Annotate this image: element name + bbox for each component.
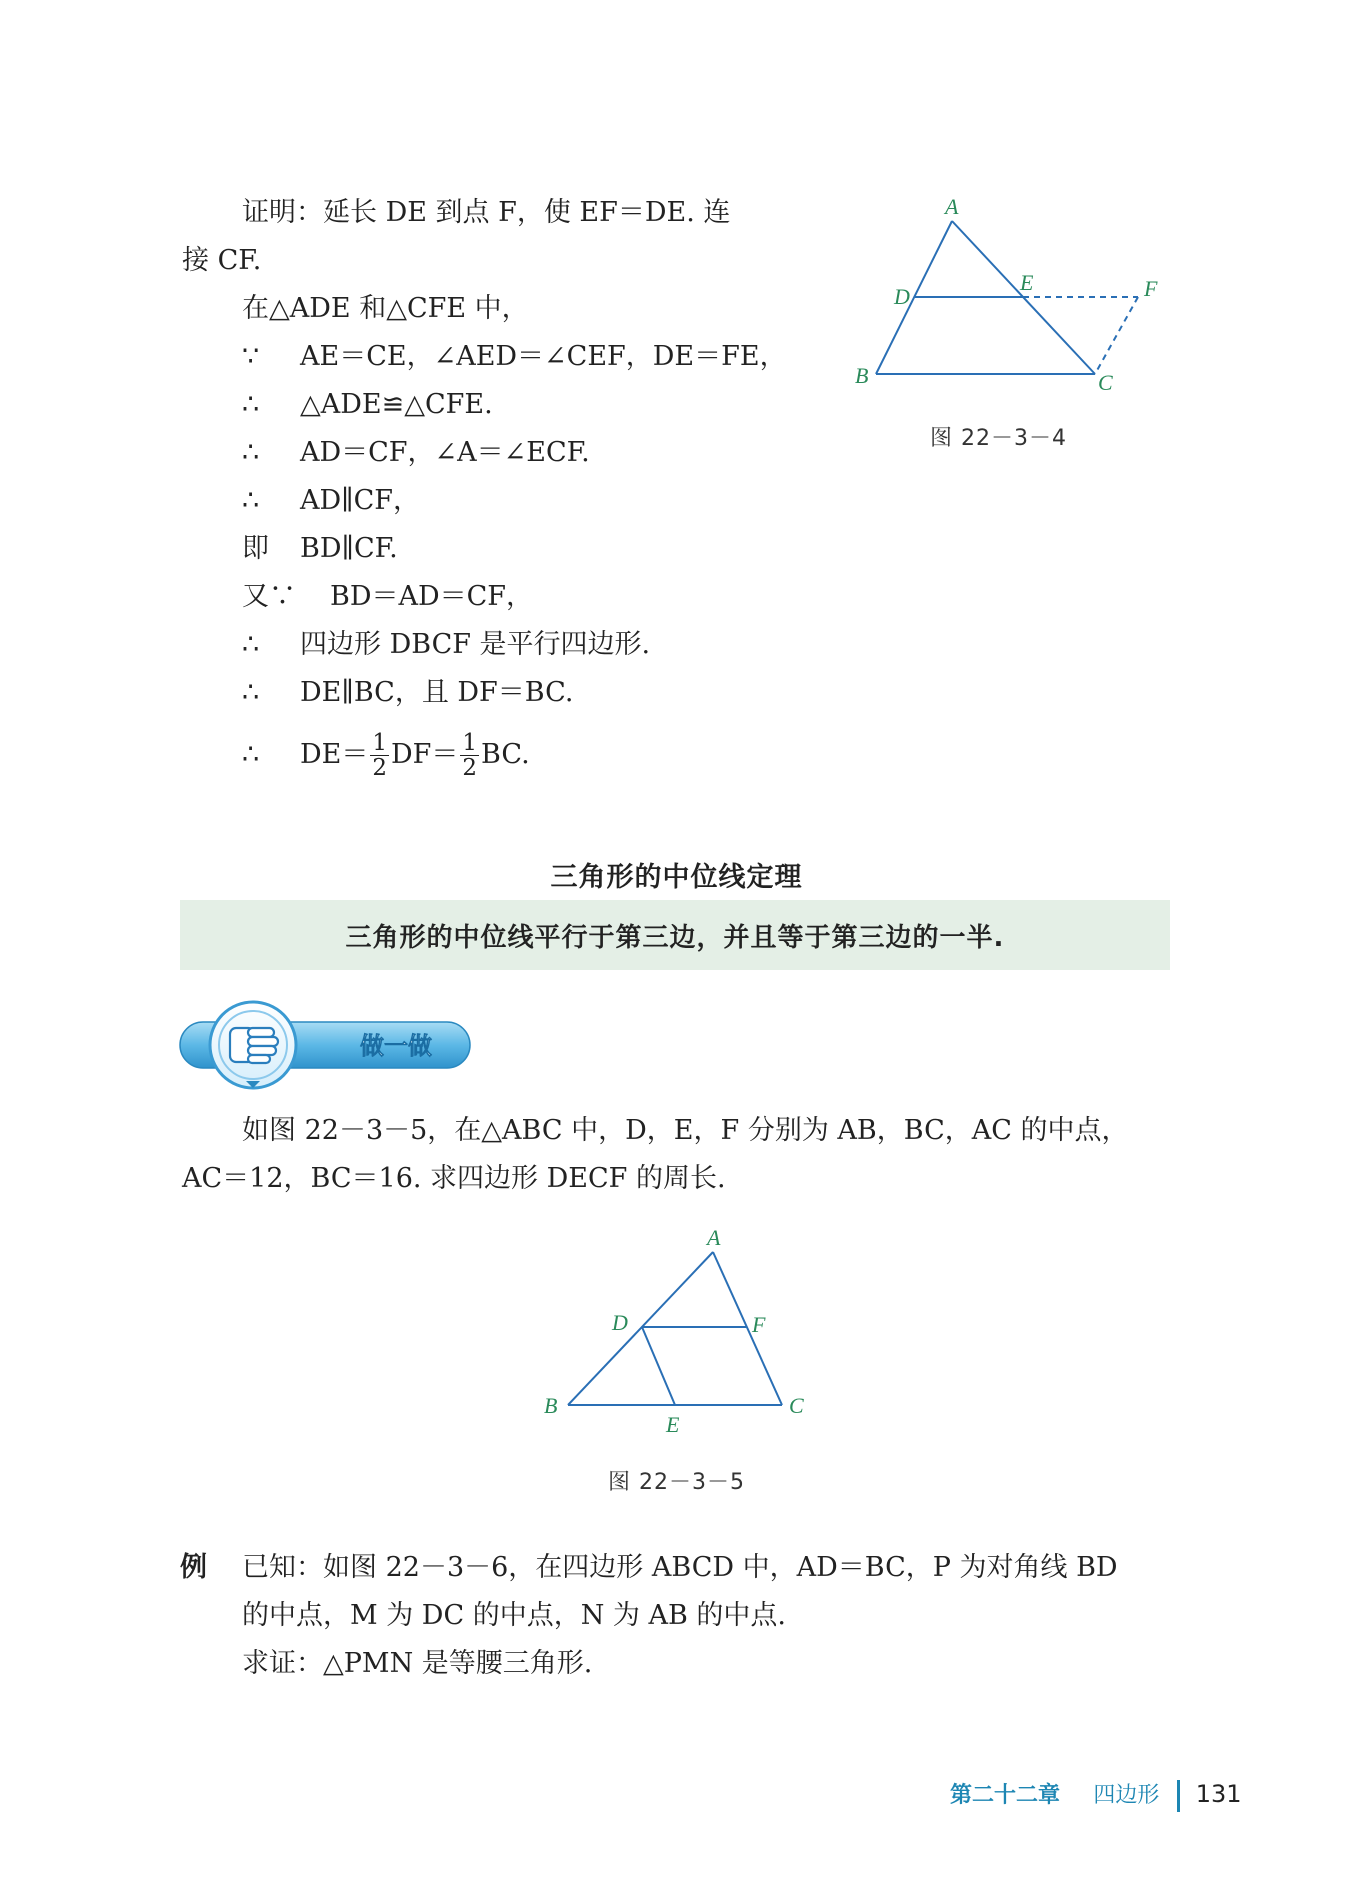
exercise-line-1: 如图 22－3－5，在△ABC 中，D，E，F 分别为 AB，BC，AC 的中点， bbox=[242, 1115, 1129, 1146]
segment-DE bbox=[642, 1327, 675, 1405]
fraction-denominator: 2 bbox=[372, 755, 387, 781]
therefore-symbol: ∴ bbox=[242, 629, 260, 660]
page-number: 131 bbox=[1195, 1780, 1242, 1808]
therefore-symbol: ∴ bbox=[242, 485, 260, 516]
also-because-symbol: 又∵ bbox=[242, 581, 296, 612]
badge-label: 做一做 bbox=[360, 1032, 432, 1060]
proof-step-therefore-5 bbox=[242, 675, 573, 711]
figure-22-3-4 bbox=[840, 190, 1200, 390]
therefore-symbol: ∴ bbox=[242, 739, 260, 770]
proof-step-text: AD∥CF， bbox=[300, 485, 421, 516]
proof-step-therefore-3 bbox=[242, 483, 420, 519]
proof-eq-part-1: DE＝ bbox=[300, 739, 369, 770]
therefore-symbol: ∴ bbox=[242, 437, 260, 468]
proof-step-because-1 bbox=[242, 339, 787, 375]
ie-word: 即 bbox=[242, 533, 269, 564]
because-symbol: ∵ bbox=[242, 341, 260, 372]
footer-divider bbox=[1177, 1780, 1180, 1812]
proof-eq-part-3: BC. bbox=[481, 739, 530, 770]
example-line-1: 已知：如图 22－3－6，在四边形 ABCD 中，AD＝BC，P 为对角线 BD bbox=[242, 1552, 1118, 1583]
page-footer bbox=[950, 1778, 1242, 1812]
proof-step-therefore-6 bbox=[242, 728, 530, 782]
label-E: E bbox=[1020, 270, 1034, 295]
figure-caption-22-3-4: 图 22－3－4 bbox=[930, 426, 1067, 451]
proof-step-text: BD∥CF. bbox=[300, 533, 398, 564]
proof-step-text: AD＝CF，∠A＝∠ECF. bbox=[300, 437, 590, 468]
proof-line-3: 在△ADE 和△CFE 中， bbox=[242, 293, 529, 324]
proof-step-therefore-2 bbox=[242, 435, 590, 471]
segment-AB bbox=[568, 1252, 713, 1405]
proof-step-text: DE∥BC，且 DF＝BC. bbox=[300, 677, 574, 708]
proof-step-also-because bbox=[242, 579, 533, 615]
fraction-one-half bbox=[460, 731, 479, 780]
label-B: B bbox=[855, 363, 869, 388]
segment-CF-dashed bbox=[1095, 297, 1138, 374]
fraction-numerator: 1 bbox=[372, 730, 387, 756]
label-D: D bbox=[612, 1310, 628, 1335]
chapter-label: 第二十二章 bbox=[950, 1783, 1061, 1808]
example-line-2: 的中点，M 为 DC 的中点，N 为 AB 的中点. bbox=[242, 1600, 786, 1631]
label-C: C bbox=[1098, 370, 1113, 390]
figure-22-3-5 bbox=[530, 1220, 830, 1440]
example-line-3: 求证：△PMN 是等腰三角形. bbox=[242, 1648, 593, 1679]
theorem-text: 三角形的中位线平行于第三边，并且等于第三边的一半. bbox=[345, 922, 1005, 953]
proof-step-text: △ADE≌△CFE. bbox=[300, 389, 493, 420]
proof-step-ie bbox=[242, 531, 398, 567]
label-B: B bbox=[544, 1393, 558, 1418]
proof-step-text: AE＝CE，∠AED＝∠CEF，DE＝FE， bbox=[300, 341, 787, 372]
label-A: A bbox=[707, 1225, 721, 1250]
hand-icon bbox=[230, 1028, 278, 1063]
label-A: A bbox=[945, 194, 959, 219]
fraction-one-half bbox=[370, 731, 389, 780]
chapter-title: 四边形 bbox=[1093, 1783, 1160, 1808]
fraction-numerator: 1 bbox=[462, 730, 478, 756]
proof-step-text: BD＝AD＝CF， bbox=[330, 581, 534, 612]
label-E: E bbox=[666, 1412, 680, 1437]
section-title: 三角形的中位线定理 bbox=[550, 862, 803, 893]
segment-AC bbox=[713, 1252, 782, 1405]
activity-badge bbox=[178, 1000, 478, 1096]
therefore-symbol: ∴ bbox=[242, 677, 260, 708]
theorem-box bbox=[180, 900, 1170, 970]
figure-caption-22-3-5: 图 22－3－5 bbox=[608, 1470, 745, 1495]
proof-step-therefore-1 bbox=[242, 387, 493, 423]
proof-eq-part-2: DF＝ bbox=[391, 739, 459, 770]
label-C: C bbox=[789, 1393, 804, 1418]
example-tag: 例 bbox=[180, 1552, 207, 1583]
label-F: F bbox=[752, 1312, 766, 1337]
fraction-denominator: 2 bbox=[462, 755, 478, 781]
label-F: F bbox=[1144, 276, 1158, 301]
proof-step-therefore-4 bbox=[242, 627, 650, 663]
therefore-symbol: ∴ bbox=[242, 389, 260, 420]
exercise-line-2: AC＝12，BC＝16. 求四边形 DECF 的周长. bbox=[182, 1163, 726, 1194]
label-D: D bbox=[894, 284, 910, 309]
proof-line-1: 证明：延长 DE 到点 F，使 EF＝DE. 连 bbox=[242, 197, 731, 228]
proof-line-2: 接 CF. bbox=[182, 245, 262, 276]
proof-step-text: 四边形 DBCF 是平行四边形. bbox=[300, 629, 651, 660]
